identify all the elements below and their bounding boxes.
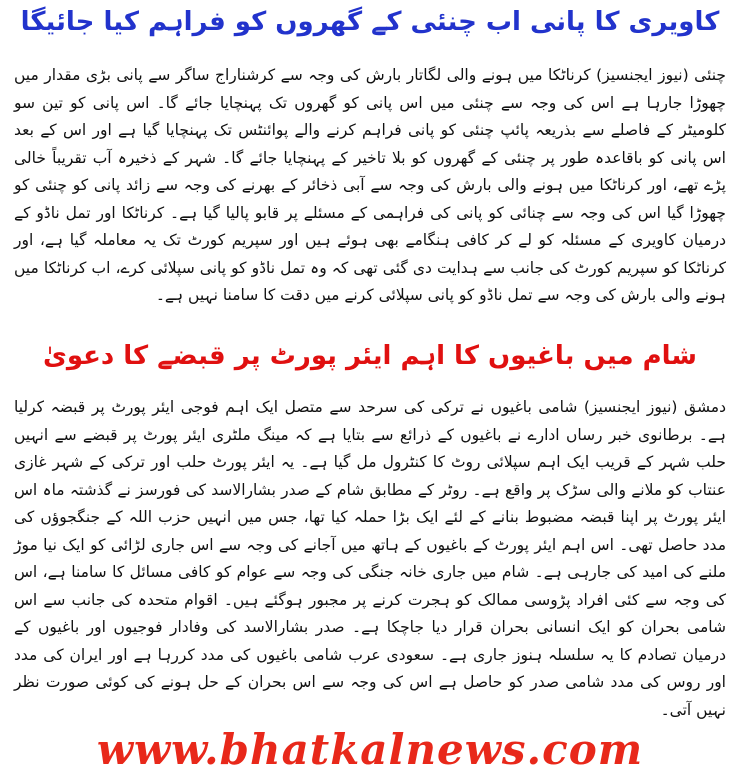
article-syria-airport [14, 394, 726, 724]
article-syria-body: دمشق (نیوز ایجنسیز) شامی باغیوں نے ترکی کی سرحد سے متصل ایک اہم فوجی ایئر پورٹ پر قبضہ کرلیا ہے۔ برطانوی خبر رساں ادارے نے باغیوں کے ذرائع سے بتایا ہے کہ مینگ ملٹری ایئر پورٹ پر قبضے سے انہیں حلب شہر کے قریب ایک اہم سپلائی روٹ کا کنٹرول مل گیا ہے۔ یہ ایئر پورٹ حلب اور ترکی کے شہر غازی عنتاب کو ملانے والی سڑک پر واقع ہے۔ روٹر کے مطابق شام کے صدر بشارالاسد کی فورسز نے گذشتہ ماہ اس ایئر پورٹ پر اپنا قبضہ مضبوط بنانے کے لئے ایک بڑا حملہ کیا تھا، جس میں انہیں حزب اللہ کے جنگجوؤں کی مدد حاصل تھی۔ اس اہم ایئر پورٹ کے باغیوں کے ہاتھ میں آجانے کی وجہ سے اس جاری لڑائی کو ایک نیا موڑ ملنے کی امید کی جارہی ہے۔ شام میں جاری خانہ جنگی کی وجہ سے عوام کو کافی مسائل کا سامنا ہے، اس کی وجہ سے کئی افراد پڑوسی ممالک کو ہجرت کرنے پر مجبور ہوگئے ہیں۔ اقوام متحدہ کی جانب سے اس شامی بحران کو ایک انسانی بحران قرار دیا جاچکا ہے۔ صدر بشارالاسد کی وفادار فوجیوں اور باغیوں کے درمیان تصادم کا یہ سلسلہ ہنوز جاری ہے۔ سعودی عرب شامی باغیوں کی مدد کررہا ہے اور ایران کی مدد اور روس کی مدد شامی صدر کو حاصل ہے اس کی وجہ سے اس بحران کے حل ہونے کی کوئی صورت نظر نہیں آتی۔ [14, 398, 726, 719]
headline-syria-airport: شام میں باغیوں کا اہم ایئر پورٹ پر قبضے کا دعویٰ [43, 341, 697, 371]
website-watermark: www.bhatkalnews.com [96, 725, 644, 774]
article-kaveri-water [14, 62, 726, 310]
headline-kaveri-water: کاویری کا پانی اب چنئی کے گھروں کو فراہم کیا جائیگا [20, 7, 720, 37]
article-kaveri-body: چنئی (نیوز ایجنسیز) کرناٹکا میں ہونے والی لگاتار بارش کی وجہ سے کرشناراج ساگر سے پانی بڑی مقدار میں چھوڑا جارہا ہے اس کی وجہ سے چنئی میں اس پانی کو گھروں تک پہنچایا جائے گا۔ اس پانی کو تین سو کلومیٹر کے فاصلے سے بذریعہ پائپ چنئی کو پانی فراہم کرنے والے پوائنٹس تک پہنچایا گیا ہے اور اس کے بعد اس پانی کو باقاعدہ طور پر چنئی کے گھروں کو بلا تاخیر کے پہنچایا جائے گا۔ شہر کے ذخیرہ آب تقریباً خالی پڑے تھے، اور کرناٹکا میں ہونے والی بارش کی وجہ سے آبی ذخائر کے بھرنے کی وجہ سے زائد پانی کو چنئی کو چھوڑا گیا اس کی وجہ سے چنائی کو پانی کی فراہمی کے مسئلے پر قابو پالیا گیا ہے۔ کرناٹکا اور تمل ناڈو کے درمیان کاویری کے مسئلہ کو لے کر کافی ہنگامے بھی ہوئے ہیں اور سپریم کورٹ تک یہ معاملہ گیا ہے، اور کرناٹکا کو سپریم کورٹ کی جانب سے ہدایت دی گئی تھی کہ وہ تمل ناڈو کو پانی سپلائی کرے، اب کرناٹکا میں ہونے والی بارش کی وجہ سے تمل ناڈو کو پانی سپلائی کرنے میں دقت کا سامنا نہیں ہے۔ [14, 66, 726, 304]
